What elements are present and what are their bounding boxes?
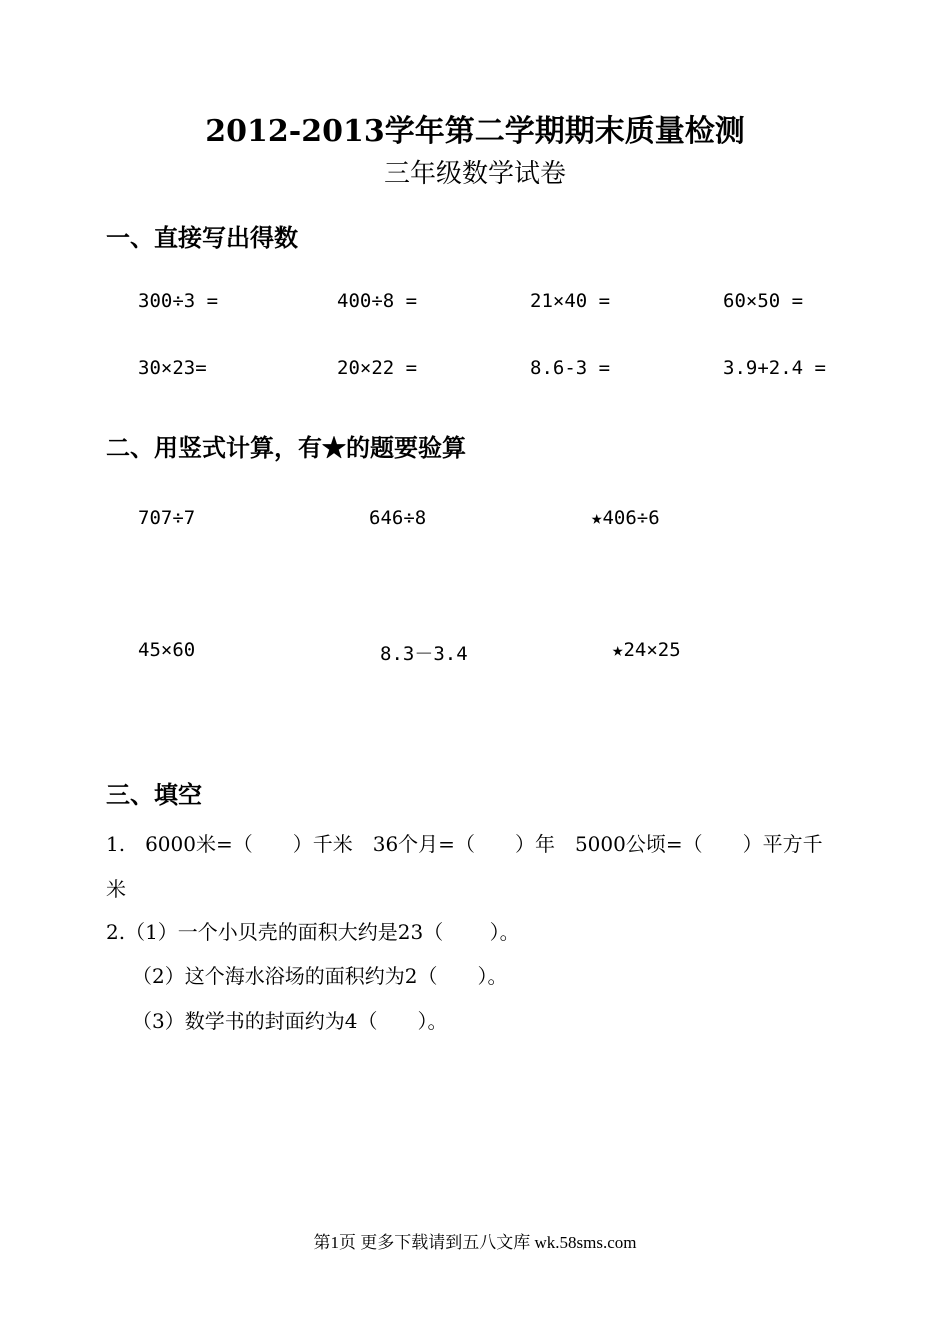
problem: ★24×25 [612, 639, 681, 661]
problem: 3.9+2.4 = [723, 357, 826, 379]
problem: 300÷3 = [138, 290, 219, 312]
problem: 30×23= [138, 357, 207, 379]
problem: 20×22 = [337, 357, 418, 379]
exam-title: 2012-2013学年第二学期期末质量检测 [205, 114, 745, 149]
problem: 45×60 [138, 639, 196, 661]
problem: ★406÷6 [591, 507, 660, 529]
problem: 646÷8 [369, 507, 427, 529]
fill-question-1: 1. 6000米=（ ）千米 36个月=（ ）年 5000公顷=（ ）平方千 [106, 832, 823, 856]
problem: 707÷7 [138, 507, 196, 529]
page-footer: 第1页 更多下载请到五八文库 wk.58sms.com [313, 1233, 637, 1252]
problem: 8.3－3.4 [380, 643, 468, 665]
problem: 60×50 = [723, 290, 804, 312]
section-1-heading: 一、直接写出得数 [106, 223, 298, 252]
problem: 400÷8 = [337, 290, 418, 312]
problem: 8.6-3 = [530, 357, 611, 379]
problem: 21×40 = [530, 290, 611, 312]
fill-question-2-2: （2）这个海水浴场的面积约为2（ ）。 [132, 964, 508, 988]
fill-question-2-3: （3）数学书的封面约为4（ ）。 [132, 1009, 448, 1033]
fill-question-2-1: 2.（1）一个小贝壳的面积大约是23（ ）。 [106, 920, 520, 944]
section-3-heading: 三、填空 [106, 780, 202, 809]
section-2-heading: 二、用竖式计算，有★的题要验算 [106, 433, 466, 462]
exam-subtitle: 三年级数学试卷 [383, 159, 566, 189]
fill-question-1-wrap: 米 [106, 877, 126, 901]
